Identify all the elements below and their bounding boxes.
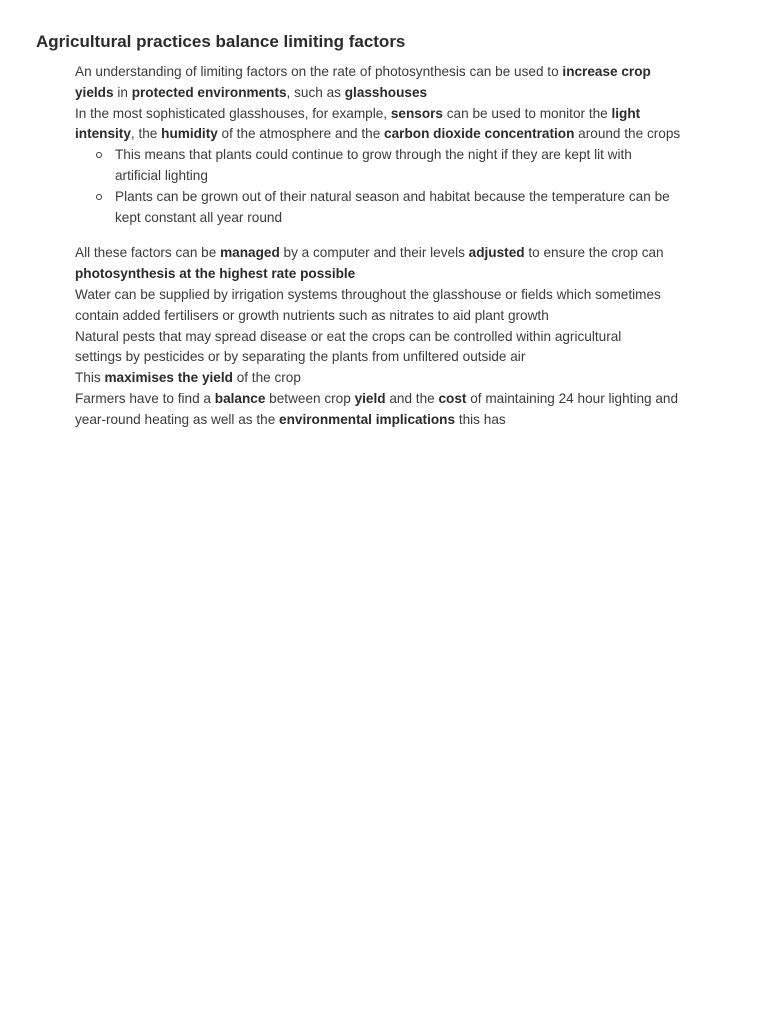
line (75, 264, 743, 285)
text-run: in (113, 84, 132, 100)
line: settings by pesticides or by separating the plants from unfiltered outside air (75, 349, 526, 365)
bold-term: adjusted (468, 245, 525, 261)
bold-term: maximises the yield (104, 370, 233, 386)
sub-bullet-list (75, 145, 743, 228)
line: This means that plants could continue to grow through the night if they are kept lit with (115, 147, 632, 163)
section-heading: Agricultural practices balance limiting factors (36, 32, 406, 51)
text-run: This (75, 370, 105, 386)
bold-term: humidity (161, 126, 218, 142)
text-run: and the (385, 390, 439, 406)
text-run: of the crop (232, 370, 301, 386)
text-run: to ensure the crop can (524, 245, 664, 261)
bold-term: yields (75, 84, 114, 100)
bold-term: carbon dioxide concentration (384, 126, 575, 142)
line: contain added fertilisers or growth nutrients such as nitrates to aid plant growth (75, 307, 549, 323)
bold-term: increase crop (562, 64, 651, 79)
list-item (75, 243, 743, 285)
text-run: Farmers have to find a (75, 390, 215, 406)
text-run: of maintaining 24 hour lighting and (466, 390, 679, 406)
text-run: between crop (265, 390, 355, 406)
text-run: year-round heating as well as the (75, 411, 280, 427)
text-run: around the crops (574, 126, 681, 142)
bold-term: yield (354, 390, 386, 406)
list-item (75, 62, 743, 104)
line: kept constant all year round (115, 209, 283, 225)
bold-term: cost (438, 390, 467, 406)
sub-list-item (115, 145, 743, 187)
spacer (75, 228, 743, 243)
line: artificial lighting (115, 167, 208, 183)
bold-term: light (611, 105, 641, 121)
line (75, 83, 743, 104)
list-item (75, 104, 743, 244)
list-item (75, 368, 743, 389)
line (75, 104, 743, 125)
text-run: , such as (286, 84, 345, 100)
bold-term: glasshouses (344, 84, 428, 100)
text-run: by a computer and their levels (279, 245, 469, 261)
line (75, 389, 743, 410)
bullet-list (75, 62, 743, 431)
text-run: of the atmosphere and the (217, 126, 385, 142)
line: Plants can be grown out of their natural season and habitat because the temperature can be (115, 188, 670, 204)
text-run: All these factors can be (75, 245, 221, 261)
sub-list-item (115, 187, 743, 229)
bold-term: balance (214, 390, 266, 406)
text-run: In the most sophisticated glasshouses, for example, (75, 105, 391, 121)
list-item (75, 327, 743, 369)
bold-term: environmental implications (279, 411, 456, 427)
text-run: An understanding of limiting factors on the rate of photosynthesis can be used to (75, 64, 563, 79)
bold-term: managed (220, 245, 280, 261)
line: Natural pests that may spread disease or eat the crops can be controlled within agricultural (75, 328, 622, 344)
line (75, 243, 743, 264)
line (75, 62, 743, 83)
bold-term: protected environments (131, 84, 287, 100)
list-item (75, 285, 743, 327)
list-item (75, 389, 743, 431)
bold-term: photosynthesis at the highest rate possible (75, 266, 356, 282)
line: Water can be supplied by irrigation systems throughout the glasshouse or fields which sometimes (75, 286, 661, 302)
line (75, 368, 743, 389)
bold-term: intensity (75, 126, 131, 142)
text-run: can be used to monitor the (442, 105, 612, 121)
line (75, 410, 743, 431)
text-run: , the (130, 126, 162, 142)
bold-term: sensors (390, 105, 443, 121)
text-run: this has (455, 411, 506, 427)
line (75, 124, 743, 145)
